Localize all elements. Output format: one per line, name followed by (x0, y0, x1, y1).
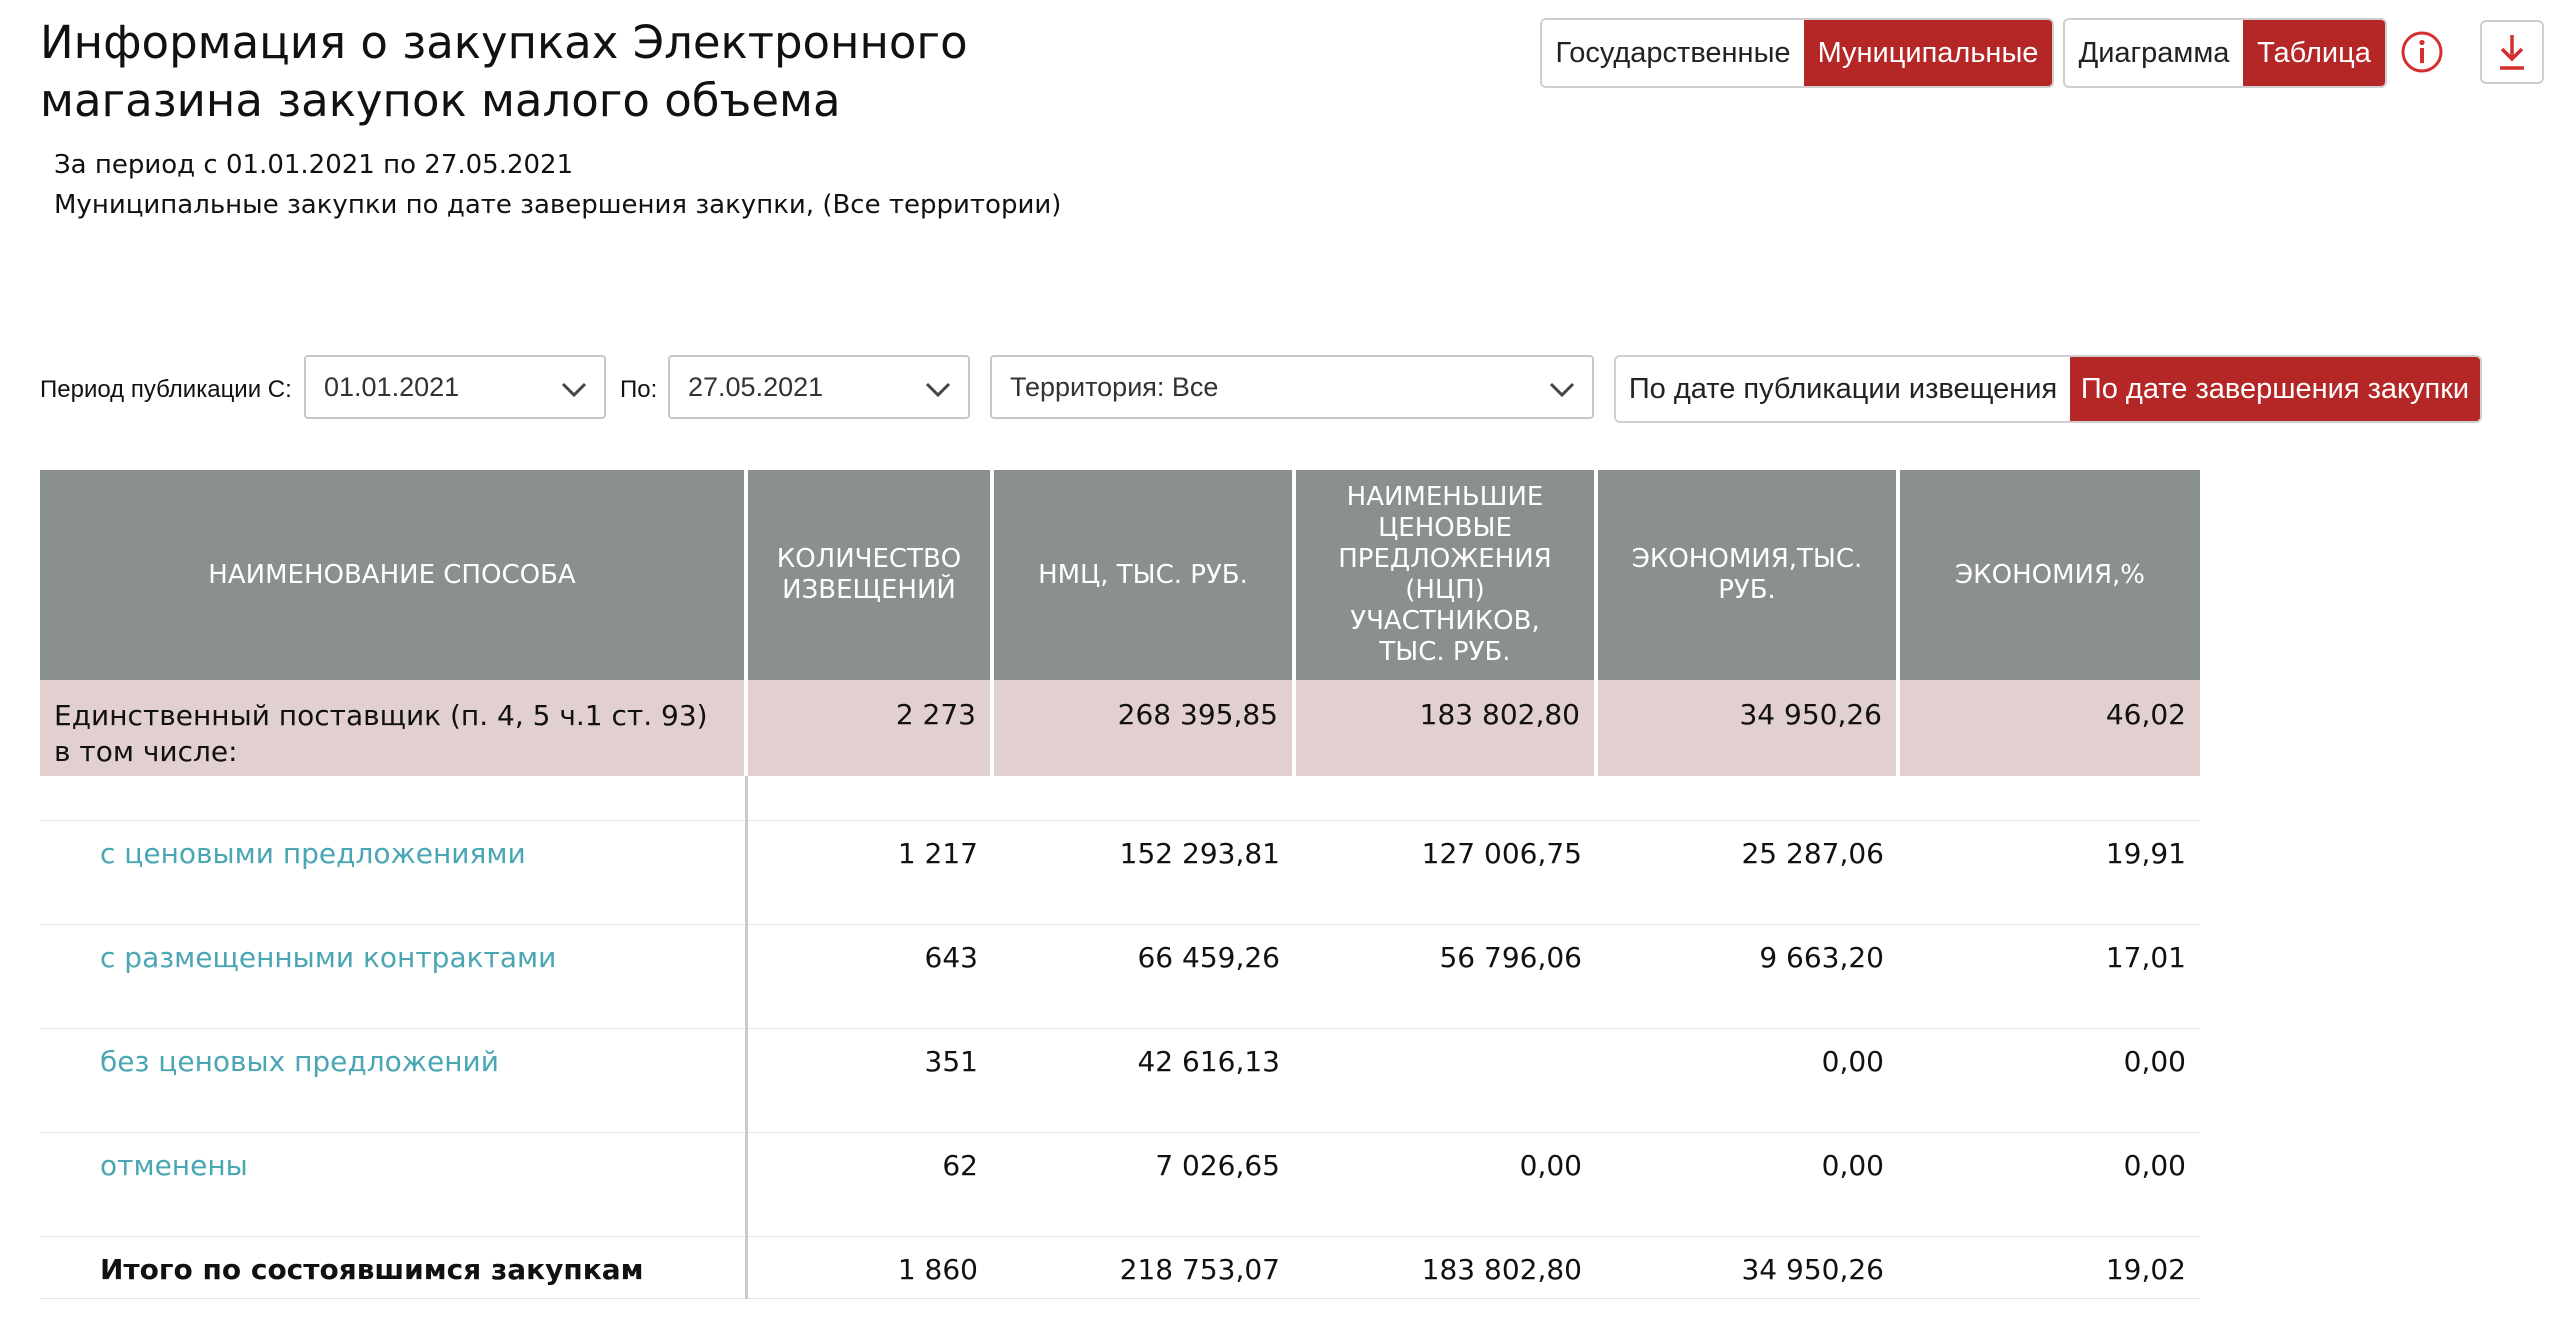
view-toggle (2063, 18, 2387, 88)
chart-button[interactable]: Диаграмма (2065, 20, 2243, 86)
state-button[interactable]: Государственные (1542, 20, 1804, 86)
summary-economy: 34 950,26 (1596, 680, 1898, 776)
period-text: За период с 01.01.2021 по 27.05.2021 (54, 150, 574, 180)
info-icon[interactable] (2400, 30, 2444, 74)
period-to-value: 27.05.2021 (688, 371, 824, 402)
row-ncp: 127 006,75 (1294, 820, 1596, 924)
table-row (40, 820, 2200, 924)
total-economy-pct: 19,02 (1898, 1236, 2200, 1298)
chevron-down-icon (560, 375, 588, 403)
summary-economy-pct: 46,02 (1898, 680, 2200, 776)
table-header-row (40, 470, 2200, 680)
total-economy: 34 950,26 (1596, 1236, 1898, 1298)
column-header-nmc: НМЦ, ТЫС. РУБ. (992, 470, 1294, 680)
row-count: 1 217 (746, 820, 992, 924)
row-economy: 9 663,20 (1596, 924, 1898, 1028)
summary-nmc: 268 395,85 (992, 680, 1294, 776)
row-count: 643 (746, 924, 992, 1028)
row-economy: 0,00 (1596, 1132, 1898, 1236)
period-to-label: По: (620, 376, 658, 403)
total-ncp: 183 802,80 (1294, 1236, 1596, 1298)
total-count: 1 860 (746, 1236, 992, 1298)
column-header-economy-pct: ЭКОНОМИЯ,% (1898, 470, 2200, 680)
municipal-button[interactable]: Муниципальные (1804, 20, 2052, 86)
procurement-table (40, 470, 2200, 1299)
row-name-link[interactable]: отменены (40, 1132, 746, 1236)
row-economy-pct: 17,01 (1898, 924, 2200, 1028)
row-economy: 0,00 (1596, 1028, 1898, 1132)
total-nmc: 218 753,07 (992, 1236, 1294, 1298)
territory-select[interactable] (990, 355, 1594, 419)
table-row-summary (40, 680, 2200, 776)
column-header-economy: ЭКОНОМИЯ,ТЫС. РУБ. (1596, 470, 1898, 680)
row-count: 62 (746, 1132, 992, 1236)
date-mode-toggle (1614, 355, 2482, 423)
row-economy-pct: 0,00 (1898, 1132, 2200, 1236)
table-spacer-row (40, 776, 2200, 820)
column-header-count: КОЛИЧЕСТВО ИЗВЕЩЕНИЙ (746, 470, 992, 680)
level-toggle (1540, 18, 2054, 88)
row-economy-pct: 0,00 (1898, 1028, 2200, 1132)
row-nmc: 152 293,81 (992, 820, 1294, 924)
total-name: Итого по состоявшимся закупкам (40, 1236, 746, 1298)
by-completion-button[interactable]: По дате завершения закупки (2070, 357, 2480, 421)
row-name-link[interactable]: с ценовыми предложениями (40, 820, 746, 924)
table-row-total (40, 1236, 2200, 1298)
period-from-label: Период публикации С: (40, 376, 292, 403)
row-count: 351 (746, 1028, 992, 1132)
row-nmc: 7 026,65 (992, 1132, 1294, 1236)
table-row (40, 924, 2200, 1028)
row-name-link[interactable]: с размещенными контрактами (40, 924, 746, 1028)
download-icon[interactable] (2480, 20, 2544, 84)
row-economy-pct: 19,91 (1898, 820, 2200, 924)
period-from-value: 01.01.2021 (324, 371, 460, 402)
period-from-select[interactable] (304, 355, 606, 419)
page-title: Информация о закупках Электронного магазина закупок малого объема (40, 16, 968, 127)
territory-value: Территория: Все (1010, 371, 1219, 402)
column-header-ncp: НАИМЕНЬШИЕ ЦЕНОВЫЕ ПРЕДЛОЖЕНИЯ (НЦП) УЧАСТНИКОВ, ТЫС. РУБ. (1294, 470, 1596, 680)
summary-count: 2 273 (746, 680, 992, 776)
table-row (40, 1028, 2200, 1132)
by-publication-button[interactable]: По дате публикации извещения (1616, 357, 2070, 421)
chevron-down-icon (1548, 375, 1576, 403)
chevron-down-icon (924, 375, 952, 403)
filter-description: Муниципальные закупки по дате завершения закупки, (Все территории) (54, 190, 1062, 220)
row-ncp: 56 796,06 (1294, 924, 1596, 1028)
row-name-link[interactable]: без ценовых предложений (40, 1028, 746, 1132)
column-header-method: НАИМЕНОВАНИЕ СПОСОБА (40, 470, 746, 680)
row-nmc: 66 459,26 (992, 924, 1294, 1028)
summary-ncp: 183 802,80 (1294, 680, 1596, 776)
row-ncp (1294, 1028, 1596, 1132)
row-economy: 25 287,06 (1596, 820, 1898, 924)
summary-name: Единственный поставщик (п. 4, 5 ч.1 ст. 93) в том числе: (40, 680, 746, 776)
row-nmc: 42 616,13 (992, 1028, 1294, 1132)
period-to-select[interactable] (668, 355, 970, 419)
table-row (40, 1132, 2200, 1236)
table-button[interactable]: Таблица (2243, 20, 2385, 86)
row-ncp: 0,00 (1294, 1132, 1596, 1236)
